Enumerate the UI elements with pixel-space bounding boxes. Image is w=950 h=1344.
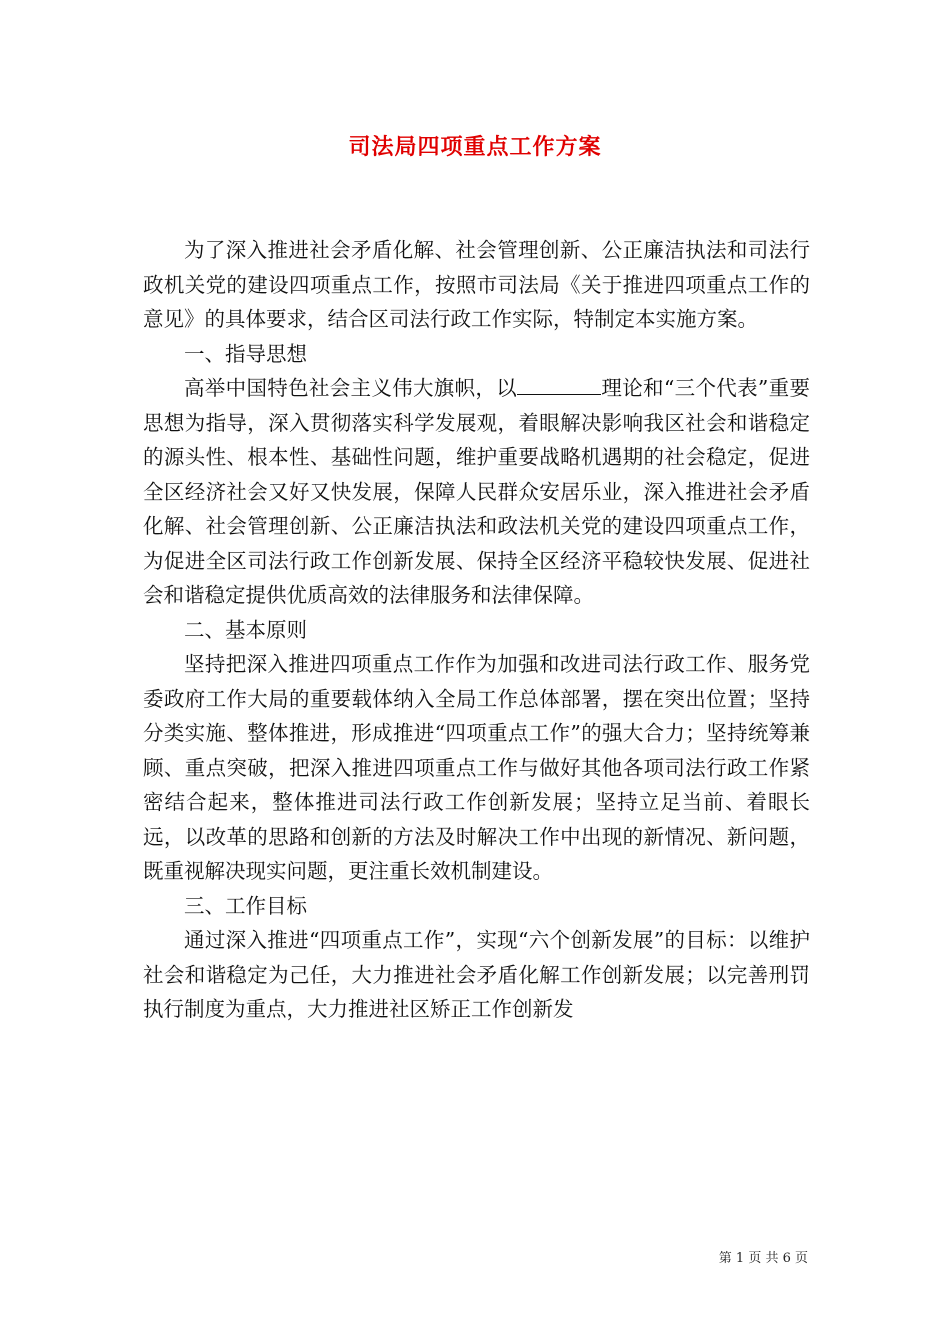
paragraph-intro: 为了深入推进社会矛盾化解、社会管理创新、公正廉洁执法和司法行政机关党的建设四项重点工作，按照市司法局《关于推进四项重点工作的意见》的具体要求，结合区司法行政工作实际，特制定本实施方案。 xyxy=(143,238,810,331)
paragraph-basic-principles: 坚持把深入推进四项重点工作作为加强和改进司法行政工作、服务党委政府工作大局的重要载体纳入全局工作总体部署，摆在突出位置；坚持分类实施、整体推进，形成推进“四项重点工作”的强大合力；坚持统筹兼顾、重点突破，把深入推进四项重点工作与做好其他各项司法行政工作紧密结合起来，整体推进司法行政工作创新发展；坚持立足当前、着眼长远，以改革的思路和创新的方法及时解决工作中出现的新情况、新问题，既重视解决现实问题，更注重长效机制建设。 xyxy=(143,652,810,883)
page-number: 第 1 页 共 6 页 xyxy=(718,1251,808,1266)
fill-in-blank xyxy=(517,376,601,395)
section-heading-work-goals: 三、工作目标 xyxy=(184,893,307,918)
section-heading-guiding-ideology: 一、指导思想 xyxy=(184,341,307,366)
document-title: 司法局四项重点工作方案 xyxy=(348,134,602,160)
paragraph-work-goals: 通过深入推进“四项重点工作”，实现“六个创新发展”的目标：以维护社会和谐稳定为己任，大力推进社会矛盾化解工作创新发展；以完善刑罚执行制度为重点，大力推进社区矫正工作创新发 xyxy=(143,928,810,1021)
document-body xyxy=(143,233,810,1027)
section-heading-basic-principles: 二、基本原则 xyxy=(184,617,307,642)
paragraph-guiding-ideology xyxy=(143,371,810,613)
paragraph-guiding-ideology-rest: 理论和“三个代表”重要思想为指导，深入贯彻落实科学发展观，着眼解决影响我区社会和谐稳定的源头性、根本性、基础性问题，维护重要战略机遇期的社会稳定，促进全区经济社会又好又快发展，保障人民群众安居乐业，深入推进社会矛盾化解、社会管理创新、公正廉洁执法和政法机关党的建设四项重点工作，为促进全区司法行政工作创新发展、保持全区经济平稳较快发展、促进社会和谐稳定提供优质高效的法律服务和法律保障。 xyxy=(143,376,810,607)
paragraph-guiding-ideology-start: 高举中国特色社会主义伟大旗帜，以 xyxy=(184,376,518,400)
